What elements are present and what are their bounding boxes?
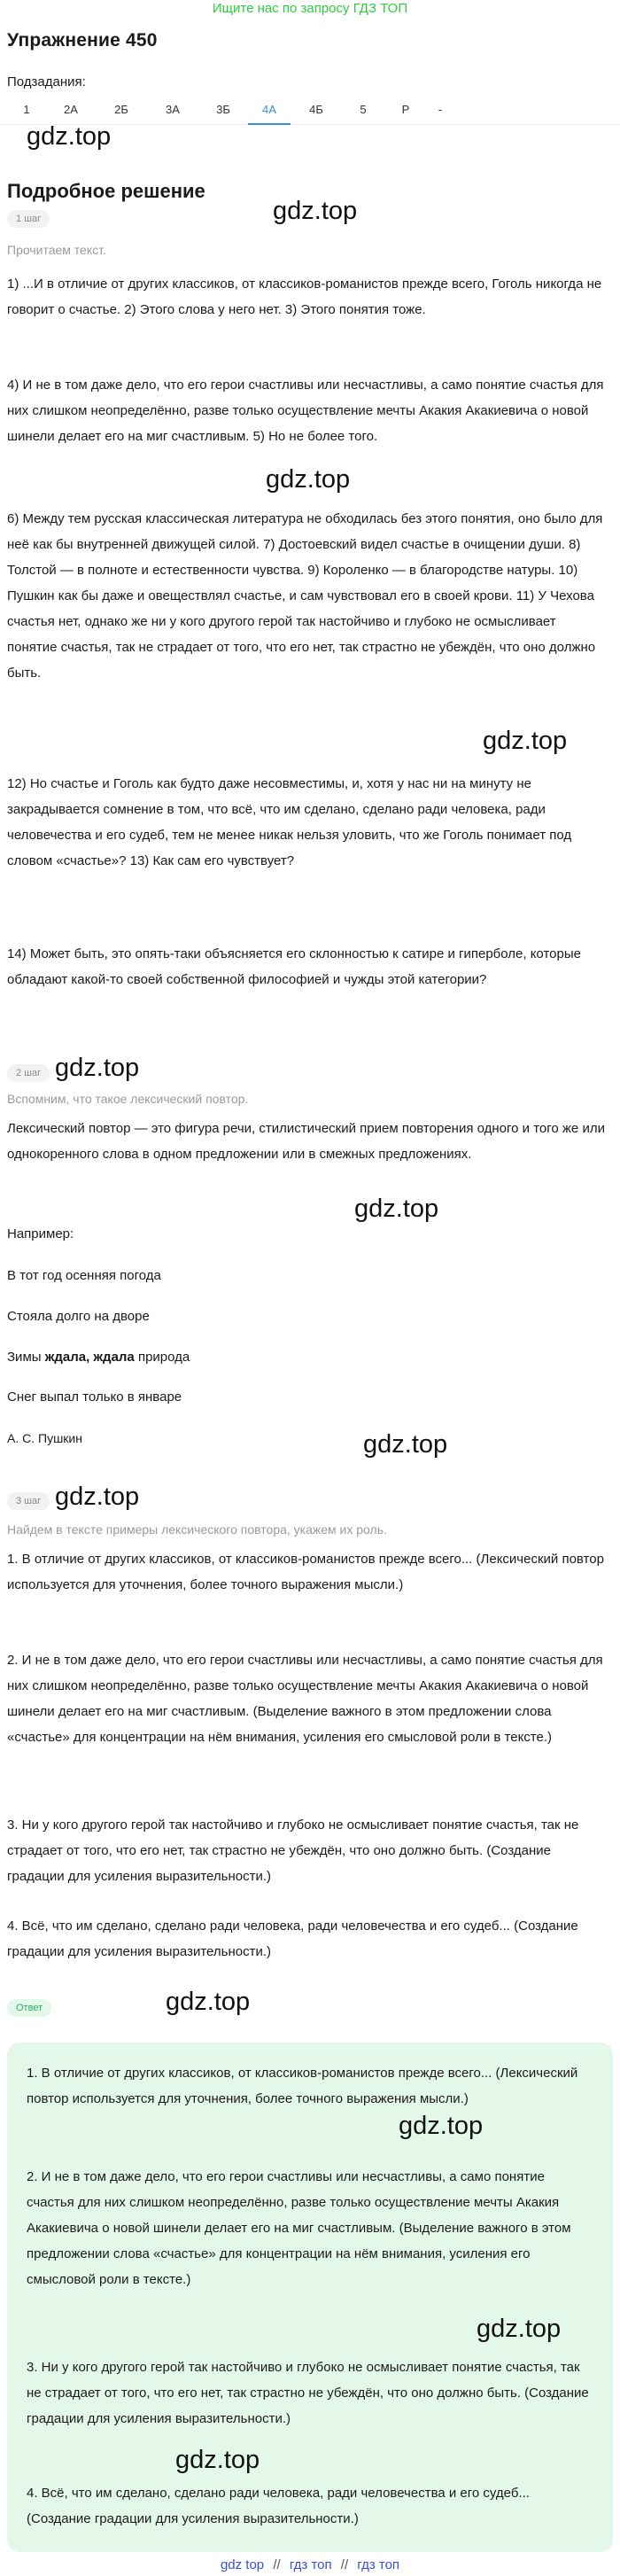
tab-2b[interactable]: 2Б	[114, 103, 128, 116]
footer-separator: //	[273, 2557, 281, 2572]
footer-separator: //	[340, 2557, 349, 2572]
text-paragraph: 1) ...И в отличие от других классиков, от классиков-романистов прежде всего, Гоголь никогда не говорит о счастье. 2) Этого слова у него нет. 3) Этого понятия тоже.	[7, 276, 602, 317]
tab-dash[interactable]: -	[438, 103, 443, 116]
answer-paragraph: 1. В отличие от других классиков, от классиков-романистов прежде всего... (Лексический повтор используется для уточнения, более точного выражения мысли.)	[27, 2066, 578, 2106]
watermark: gdz.top	[266, 465, 351, 494]
example-label: Например:	[7, 1226, 74, 1241]
tab-2a[interactable]: 2А	[64, 103, 78, 116]
poem-line-suffix: природа	[134, 1350, 190, 1365]
step-hint: Вспомним, что такое лексический повтор.	[7, 1092, 249, 1106]
step-badge: 2 шаг	[7, 1064, 50, 1082]
watermark: gdz.top	[363, 1430, 448, 1459]
footer-links	[0, 2557, 620, 2572]
page-title: Упражнение 450	[7, 30, 158, 51]
tab-1[interactable]: 1	[23, 103, 30, 116]
watermark: gdz.top	[27, 122, 112, 151]
poem-line-prefix: Зимы	[7, 1350, 45, 1365]
tab-4a[interactable]: 4А	[248, 98, 291, 125]
answer-paragraph: 4. Всё, что им сделано, сделано ради человека, ради человечества и его судеб... (Создание градации для усиления выразительности.)	[27, 2486, 530, 2526]
watermark: gdz.top	[55, 1054, 140, 1082]
poem-line: Стояла долго на дворе	[7, 1309, 150, 1324]
answer-badge: Ответ	[7, 1999, 51, 2017]
section-title: Подробное решение	[7, 180, 205, 202]
watermark: gdz.top	[175, 2446, 260, 2474]
poem-line: В тот год осенняя погода	[7, 1268, 161, 1283]
answer-paragraph: 2. И не в том даже дело, что его герои счастливы или несчастливы, а само понятие счастья для них слишком неопределённо, разве только осуществление мечты Акакия Акакиевича о новой шинели делает его на миг счастливым. (Выделение важного в этом предложении слова «счастье» для концентрации на нём внимания, усиления его смысловой роли в тексте.)	[27, 2169, 571, 2287]
poem-line-emphasis	[0, 1344, 620, 1370]
watermark: gdz.top	[399, 2112, 484, 2140]
tab-5[interactable]: 5	[360, 103, 367, 116]
tab-3b[interactable]: 3Б	[216, 103, 230, 116]
tab-4b[interactable]: 4Б	[309, 103, 323, 116]
tab-3a[interactable]: 3А	[166, 103, 180, 116]
poem-author: А. С. Пушкин	[7, 1431, 82, 1445]
text-paragraph: 2. И не в том даже дело, что его герои счастливы или несчастливы, а само понятие счастья для них слишком неопределённо, разве только осуществление мечты Акакия Акакиевича о новой шинели делает его на миг счастливым. (Выделение важного в этом предложении слова «счастье» для концентрации на нём внимания, усиления его смысловой роли в тексте.)	[7, 1653, 603, 1745]
footer-link-gdz-top-ru[interactable]: гдз топ	[289, 2557, 332, 2572]
step-badge: 1 шаг	[7, 210, 50, 228]
watermark: gdz.top	[483, 727, 568, 755]
text-paragraph: 12) Но счастье и Гоголь как будто даже несовместимы, и, хотя у нас ни на минуту не закрадывается сомнение в том, что всё, что им сделано, сделано ради человека, ради человечества и его судеб, тем не менее никак нельзя уловить, что же Гоголь понимает под словом «счастье»? 13) Как сам его чувствует?	[7, 776, 572, 868]
subtasks-label: Подзадания:	[7, 74, 86, 89]
step-hint: Найдем в тексте примеры лексического повтора, укажем их роль.	[7, 1522, 387, 1537]
text-paragraph: 1. В отличие от других классиков, от классиков-романистов прежде всего... (Лексический повтор используется для уточнения, более точного выражения мысли.)	[7, 1552, 604, 1592]
text-paragraph: 4) И не в том даже дело, что его герои счастливы или несчастливы, а само понятие счастья для них слишком неопределённо, разве только осуществление мечты Акакия Акакиевича о новой шинели делает его на миг счастливым. 5) Но не более того.	[7, 377, 604, 444]
repeated-words: ждала, ждала	[44, 1350, 135, 1365]
text-paragraph: 3. Ни у кого другого герой так настойчиво и глубоко не осмысливает понятие счастья, так не страдает от того, что его нет, так страстно не убеждён, что оно должно быть. (Создание градации для усиления выразительности.)	[7, 1817, 579, 1884]
watermark: gdz.top	[273, 197, 358, 225]
watermark: gdz.top	[166, 1988, 251, 2016]
answer-box	[7, 2043, 613, 2552]
subtask-tabs	[0, 98, 620, 125]
watermark: gdz.top	[55, 1483, 140, 1511]
watermark: gdz.top	[354, 1195, 439, 1223]
definition-text: Лексический повтор — это фигура речи, стилистический прием повторения одного и того же или однокоренного слова в одном предложении или в смежных предложениях.	[7, 1121, 605, 1162]
footer-link-gdz-top-ru-2[interactable]: гдз топ	[357, 2557, 400, 2572]
text-paragraph: 6) Между тем русская классическая литература не обходилась без этого понятия, оно было для неё как бы внутренней движущей силой. 7) Достоевский видел счастье в очищении души. 8) Толстой — в полноте и естественности чувства. 9) Короленко — в благородстве натуры. 10) Пушкин как бы даже и овеществлял счастье, и сам чувствовал его в своей крови. 11) У Чехова счастья нет, однако же ни у кого другого герой так настойчиво и глубоко не осмысливает понятие счастья, так не страдает от того, что его нет, так страстно не убеждён, что оно должно быть.	[7, 511, 603, 681]
watermark: gdz.top	[477, 2315, 562, 2343]
top-banner[interactable]: Ищите нас по запросу ГДЗ ТОП	[212, 1, 408, 16]
footer-link-gdz-top[interactable]: gdz top	[220, 2557, 265, 2572]
poem-line: Снег выпал только в январе	[7, 1389, 182, 1405]
step-hint: Прочитаем текст.	[7, 243, 106, 257]
answer-paragraph: 3. Ни у кого другого герой так настойчиво и глубоко не осмысливает понятие счастья, так не страдает от того, что его нет, так страстно не убеждён, что оно должно быть. (Создание градации для усиления выразительности.)	[27, 2360, 589, 2426]
text-paragraph: 14) Может быть, это опять-таки объясняется его склонностью к сатире и гиперболе, которые обладают какой-то своей собственной философией и чужды этой категории?	[7, 946, 581, 987]
step-badge: 3 шаг	[7, 1492, 50, 1510]
text-paragraph: 4. Всё, что им сделано, сделано ради человека, ради человечества и его судеб... (Создание градации для усиления выразительности.)	[7, 1918, 578, 1959]
tab-r[interactable]: Р	[401, 103, 410, 116]
